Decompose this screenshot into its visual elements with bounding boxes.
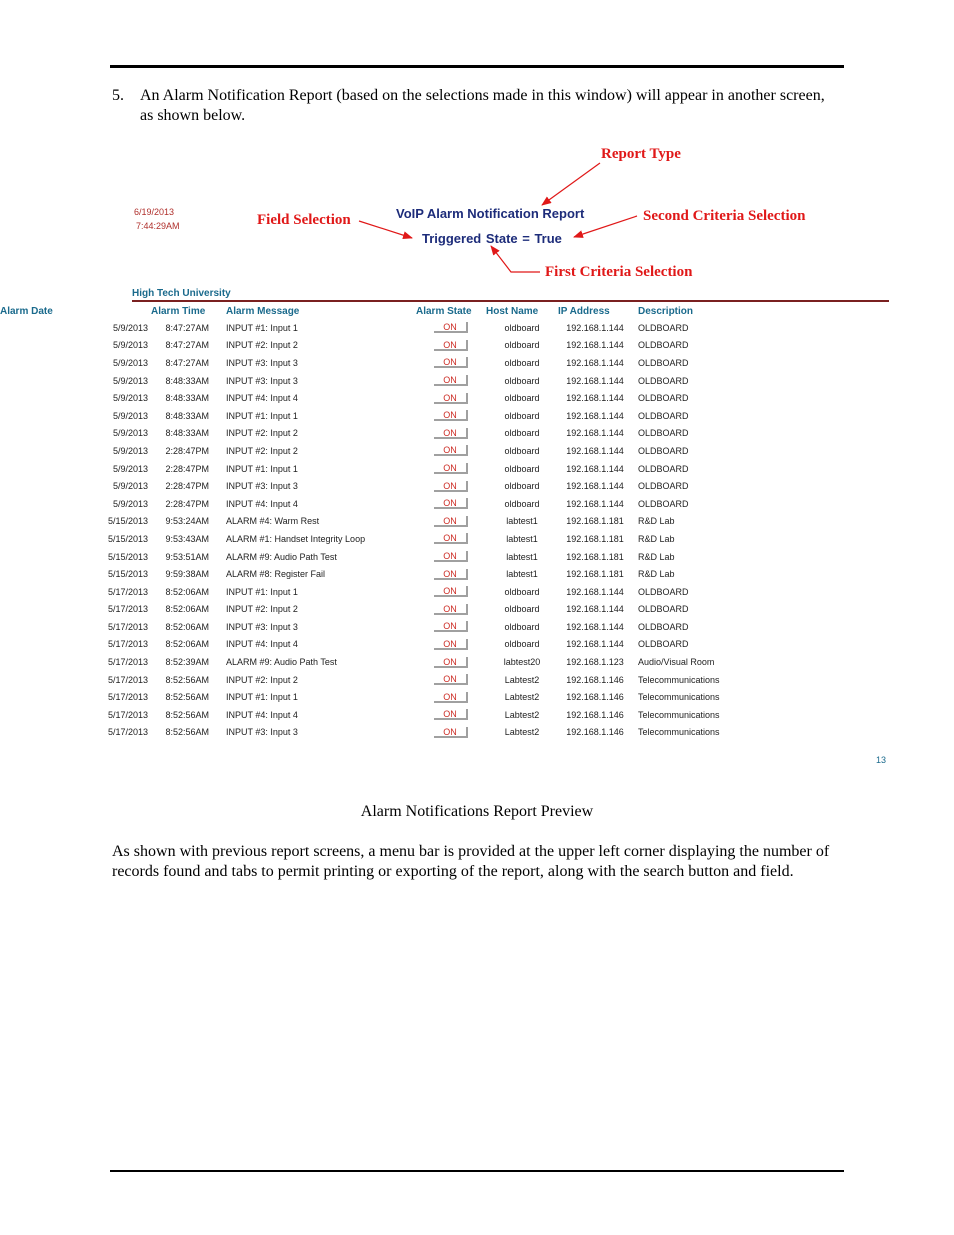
alarm-state-badge: ON <box>434 463 468 474</box>
alarm-date: 5/17/2013 <box>107 692 148 703</box>
alarm-message: INPUT #4: Input 4 <box>226 709 298 720</box>
alarm-message: INPUT #2: Input 2 <box>226 674 298 685</box>
alarm-state-badge: ON <box>434 322 468 333</box>
alarm-time: 9:53:51AM <box>165 551 209 562</box>
host-name: oldboard <box>504 322 540 333</box>
table-row <box>0 653 720 671</box>
table-row <box>0 618 720 636</box>
alarm-date: 5/15/2013 <box>107 569 148 580</box>
alarm-state-cell <box>416 372 486 390</box>
alarm-message: INPUT #3: Input 3 <box>226 357 298 368</box>
alarm-state-badge: ON <box>434 657 468 668</box>
ip-address: 192.168.1.144 <box>566 481 624 492</box>
host-name: oldboard <box>504 604 540 615</box>
alarm-state-cell <box>416 319 486 337</box>
alarm-date: 5/9/2013 <box>112 375 148 386</box>
description: Telecommunications <box>638 727 720 738</box>
description: OLDBOARD <box>638 498 689 509</box>
alarm-state-badge: ON <box>434 674 468 685</box>
alarm-time: 8:47:27AM <box>165 340 209 351</box>
table-row <box>0 372 720 390</box>
table-row <box>0 724 720 742</box>
ip-address: 192.168.1.181 <box>566 533 624 544</box>
table-row <box>0 688 720 706</box>
alarm-time: 2:28:47PM <box>165 498 209 509</box>
ip-address: 192.168.1.146 <box>566 692 624 703</box>
description: OLDBOARD <box>638 357 689 368</box>
annotation-report-type: Report Type <box>601 146 681 162</box>
host-name: Labtest2 <box>504 709 540 720</box>
host-name: Labtest2 <box>504 692 540 703</box>
ip-address: 192.168.1.123 <box>566 657 624 668</box>
report-date: 6/19/2013 <box>134 207 175 217</box>
alarm-state-cell <box>416 548 486 566</box>
host-name: oldboard <box>504 639 540 650</box>
alarm-time: 2:28:47PM <box>165 445 209 456</box>
description: R&D Lab <box>638 551 675 562</box>
host-name: oldboard <box>504 621 540 632</box>
alarm-time: 8:48:33AM <box>165 410 209 421</box>
bottom-rule <box>110 1170 844 1172</box>
alarm-state-cell <box>416 601 486 619</box>
alarm-date: 5/9/2013 <box>112 393 148 404</box>
alarm-message: INPUT #3: Input 3 <box>226 621 298 632</box>
alarm-time: 2:28:47PM <box>165 481 209 492</box>
annotation-field-selection: Field Selection <box>257 212 351 228</box>
table-row <box>0 477 720 495</box>
alarm-state-cell <box>416 706 486 724</box>
description: OLDBOARD <box>638 586 689 597</box>
alarm-date: 5/9/2013 <box>112 481 148 492</box>
alarm-state-badge: ON <box>434 551 468 562</box>
table-row <box>0 337 720 355</box>
column-header: Alarm Date <box>0 306 53 317</box>
alarm-state-cell <box>416 460 486 478</box>
description: OLDBOARD <box>638 639 689 650</box>
alarm-message: ALARM #4: Warm Rest <box>226 516 320 527</box>
table-header-row <box>0 304 720 319</box>
alarm-message: INPUT #1: Input 1 <box>226 322 298 333</box>
alarm-time: 8:52:06AM <box>165 604 209 615</box>
alarm-message: INPUT #4: Input 4 <box>226 498 298 509</box>
report-header-rule <box>132 300 889 302</box>
arrow-second-criteria <box>574 216 637 237</box>
ip-address: 192.168.1.144 <box>566 586 624 597</box>
description: Telecommunications <box>638 674 720 685</box>
host-name: labtest20 <box>503 657 541 668</box>
column-header: Alarm Message <box>226 306 300 317</box>
description: OLDBOARD <box>638 340 689 351</box>
alarm-state-badge: ON <box>434 516 468 527</box>
alarm-state-badge: ON <box>434 569 468 580</box>
alarm-time: 9:53:43AM <box>165 533 209 544</box>
description: OLDBOARD <box>638 410 689 421</box>
ip-address: 192.168.1.146 <box>566 674 624 685</box>
alarm-time: 8:47:27AM <box>165 322 209 333</box>
description: Telecommunications <box>638 692 720 703</box>
alarm-time: 8:52:06AM <box>165 586 209 597</box>
alarm-date: 5/17/2013 <box>107 586 148 597</box>
ip-address: 192.168.1.144 <box>566 428 624 439</box>
alarm-time: 9:53:24AM <box>165 516 209 527</box>
host-name: oldboard <box>504 463 540 474</box>
column-header: IP Address <box>558 306 610 317</box>
alarm-date: 5/17/2013 <box>107 674 148 685</box>
alarm-date: 5/9/2013 <box>112 463 148 474</box>
alarm-state-badge: ON <box>434 604 468 615</box>
alarm-state-badge: ON <box>434 481 468 492</box>
description: OLDBOARD <box>638 428 689 439</box>
organization-name: High Tech University <box>132 288 231 299</box>
table-row <box>0 671 720 689</box>
arrow-report-type <box>542 163 600 205</box>
table-row <box>0 583 720 601</box>
description: Telecommunications <box>638 709 720 720</box>
alarm-date: 5/15/2013 <box>107 516 148 527</box>
alarm-state-badge: ON <box>434 428 468 439</box>
description: OLDBOARD <box>638 322 689 333</box>
alarm-date: 5/9/2013 <box>112 322 148 333</box>
alarm-state-badge: ON <box>434 410 468 421</box>
description: OLDBOARD <box>638 375 689 386</box>
description: OLDBOARD <box>638 445 689 456</box>
alarm-state-badge: ON <box>434 533 468 544</box>
alarm-state-badge: ON <box>434 727 468 738</box>
alarm-message: INPUT #1: Input 1 <box>226 463 298 474</box>
alarm-state-cell <box>416 389 486 407</box>
alarm-date: 5/15/2013 <box>107 533 148 544</box>
column-header: Alarm State <box>416 306 472 317</box>
table-row <box>0 495 720 513</box>
ip-address: 192.168.1.144 <box>566 393 624 404</box>
alarm-state-badge: ON <box>434 445 468 456</box>
ip-address: 192.168.1.181 <box>566 551 624 562</box>
host-name: oldboard <box>504 375 540 386</box>
alarm-state-badge: ON <box>434 621 468 632</box>
alarm-date: 5/17/2013 <box>107 727 148 738</box>
alarm-message: INPUT #1: Input 1 <box>226 692 298 703</box>
host-name: oldboard <box>504 357 540 368</box>
alarm-state-cell <box>416 442 486 460</box>
table-row <box>0 425 720 443</box>
ip-address: 192.168.1.144 <box>566 410 624 421</box>
alarm-state-cell <box>416 688 486 706</box>
alarm-state-cell <box>416 671 486 689</box>
ip-address: 192.168.1.144 <box>566 604 624 615</box>
alarm-state-cell <box>416 530 486 548</box>
table-row <box>0 513 720 531</box>
host-name: oldboard <box>504 410 540 421</box>
host-name: oldboard <box>504 428 540 439</box>
alarm-message: INPUT #4: Input 4 <box>226 639 298 650</box>
table-row <box>0 319 720 337</box>
description: OLDBOARD <box>638 481 689 492</box>
ip-address: 192.168.1.181 <box>566 516 624 527</box>
alarm-state-badge: ON <box>434 375 468 386</box>
ip-address: 192.168.1.144 <box>566 322 624 333</box>
table-row <box>0 442 720 460</box>
host-name: oldboard <box>504 586 540 597</box>
table-row <box>0 565 720 583</box>
column-header: Alarm Time <box>151 306 206 317</box>
alarm-state-cell <box>416 724 486 742</box>
table-row <box>0 407 720 425</box>
alarm-state-badge: ON <box>434 357 468 368</box>
alarm-table <box>0 304 720 741</box>
alarm-message: ALARM #8: Register Fail <box>226 569 326 580</box>
alarm-message: INPUT #2: Input 2 <box>226 604 298 615</box>
ip-address: 192.168.1.144 <box>566 375 624 386</box>
arrow-field-selection <box>359 221 412 238</box>
ip-address: 192.168.1.144 <box>566 445 624 456</box>
description: OLDBOARD <box>638 463 689 474</box>
alarm-message: ALARM #9: Audio Path Test <box>226 551 337 562</box>
ip-address: 192.168.1.146 <box>566 709 624 720</box>
ip-address: 192.168.1.181 <box>566 569 624 580</box>
ip-address: 192.168.1.144 <box>566 463 624 474</box>
table-row <box>0 636 720 654</box>
ip-address: 192.168.1.144 <box>566 639 624 650</box>
alarm-time: 8:52:56AM <box>165 692 209 703</box>
alarm-time: 8:48:33AM <box>165 375 209 386</box>
ip-address: 192.168.1.144 <box>566 498 624 509</box>
annotation-arrows <box>0 0 954 300</box>
host-name: oldboard <box>504 340 540 351</box>
annotation-second-criteria: Second Criteria Selection <box>643 208 806 224</box>
alarm-message: INPUT #2: Input 2 <box>226 340 298 351</box>
column-header: Host Name <box>486 306 539 317</box>
table-row <box>0 530 720 548</box>
host-name: labtest1 <box>506 533 538 544</box>
host-name: labtest1 <box>506 516 538 527</box>
alarm-state-cell <box>416 425 486 443</box>
report-subtitle: Triggered State = True <box>422 231 562 246</box>
report-title: VoIP Alarm Notification Report <box>396 206 585 221</box>
annotation-first-criteria: First Criteria Selection <box>545 264 693 280</box>
description: R&D Lab <box>638 533 675 544</box>
alarm-time: 2:28:47PM <box>165 463 209 474</box>
alarm-state-cell <box>416 354 486 372</box>
alarm-time: 8:52:56AM <box>165 709 209 720</box>
ip-address: 192.168.1.144 <box>566 621 624 632</box>
alarm-time: 8:52:39AM <box>165 657 209 668</box>
alarm-date: 5/17/2013 <box>107 657 148 668</box>
host-name: Labtest2 <box>504 674 540 685</box>
host-name: oldboard <box>504 498 540 509</box>
description: OLDBOARD <box>638 604 689 615</box>
alarm-date: 5/17/2013 <box>107 604 148 615</box>
alarm-date: 5/9/2013 <box>112 428 148 439</box>
ip-address: 192.168.1.144 <box>566 357 624 368</box>
alarm-state-cell <box>416 513 486 531</box>
alarm-message: INPUT #3: Input 3 <box>226 481 298 492</box>
table-row <box>0 601 720 619</box>
step-text: An Alarm Notification Report (based on the selections made in this window) will appear in another screen, as shown below. <box>140 87 825 124</box>
alarm-date: 5/9/2013 <box>112 410 148 421</box>
report-time: 7:44:29AM <box>136 221 180 231</box>
column-header: Description <box>638 306 694 317</box>
description: R&D Lab <box>638 569 675 580</box>
alarm-message: INPUT #1: Input 1 <box>226 410 298 421</box>
alarm-message: INPUT #2: Input 2 <box>226 445 298 456</box>
alarm-time: 8:48:33AM <box>165 393 209 404</box>
alarm-state-badge: ON <box>434 498 468 509</box>
alarm-state-cell <box>416 407 486 425</box>
description: Audio/Visual Room <box>638 657 715 668</box>
alarm-time: 8:52:06AM <box>165 621 209 632</box>
report-page-number: 13 <box>876 755 887 765</box>
description: OLDBOARD <box>638 621 689 632</box>
table-row <box>0 706 720 724</box>
alarm-date: 5/9/2013 <box>112 445 148 456</box>
alarm-state-badge: ON <box>434 393 468 404</box>
alarm-date: 5/15/2013 <box>107 551 148 562</box>
alarm-state-badge: ON <box>434 709 468 720</box>
host-name: labtest1 <box>506 569 538 580</box>
alarm-time: 8:52:56AM <box>165 674 209 685</box>
description: R&D Lab <box>638 516 675 527</box>
alarm-state-cell <box>416 495 486 513</box>
alarm-message: INPUT #2: Input 2 <box>226 428 298 439</box>
alarm-time: 9:59:38AM <box>165 569 209 580</box>
alarm-time: 8:47:27AM <box>165 357 209 368</box>
alarm-state-badge: ON <box>434 639 468 650</box>
ip-address: 192.168.1.146 <box>566 727 624 738</box>
alarm-state-cell <box>416 583 486 601</box>
host-name: oldboard <box>504 393 540 404</box>
alarm-state-cell <box>416 618 486 636</box>
alarm-message: INPUT #3: Input 3 <box>226 375 298 386</box>
host-name: oldboard <box>504 445 540 456</box>
arrow-first-criteria <box>491 246 540 272</box>
step-number: 5. <box>112 87 124 104</box>
table-row <box>0 389 720 407</box>
alarm-date: 5/9/2013 <box>112 357 148 368</box>
description: OLDBOARD <box>638 393 689 404</box>
alarm-state-badge: ON <box>434 340 468 351</box>
alarm-state-badge: ON <box>434 586 468 597</box>
alarm-date: 5/9/2013 <box>112 340 148 351</box>
table-row <box>0 354 720 372</box>
alarm-date: 5/17/2013 <box>107 639 148 650</box>
table-row <box>0 548 720 566</box>
alarm-date: 5/17/2013 <box>107 709 148 720</box>
figure-caption: Alarm Notifications Report Preview <box>360 803 594 820</box>
alarm-time: 8:52:06AM <box>165 639 209 650</box>
alarm-state-cell <box>416 653 486 671</box>
host-name: Labtest2 <box>504 727 540 738</box>
alarm-date: 5/17/2013 <box>107 621 148 632</box>
alarm-time: 8:48:33AM <box>165 428 209 439</box>
alarm-message: INPUT #3: Input 3 <box>226 727 298 738</box>
alarm-date: 5/9/2013 <box>112 498 148 509</box>
alarm-state-cell <box>416 477 486 495</box>
alarm-message: ALARM #9: Audio Path Test <box>226 657 337 668</box>
alarm-time: 8:52:56AM <box>165 727 209 738</box>
host-name: oldboard <box>504 481 540 492</box>
alarm-state-cell <box>416 565 486 583</box>
alarm-state-cell <box>416 636 486 654</box>
alarm-message: ALARM #1: Handset Integrity Loop <box>226 533 366 544</box>
alarm-message: INPUT #1: Input 1 <box>226 586 298 597</box>
host-name: labtest1 <box>506 551 538 562</box>
table-row <box>0 460 720 478</box>
body-paragraph: As shown with previous report screens, a menu bar is provided at the upper left corner displaying the number of records found and tabs to permit printing or exporting of the report, along with the search button and field. <box>112 843 830 880</box>
alarm-state-cell <box>416 337 486 355</box>
alarm-state-badge: ON <box>434 692 468 703</box>
alarm-message: INPUT #4: Input 4 <box>226 393 298 404</box>
ip-address: 192.168.1.144 <box>566 340 624 351</box>
